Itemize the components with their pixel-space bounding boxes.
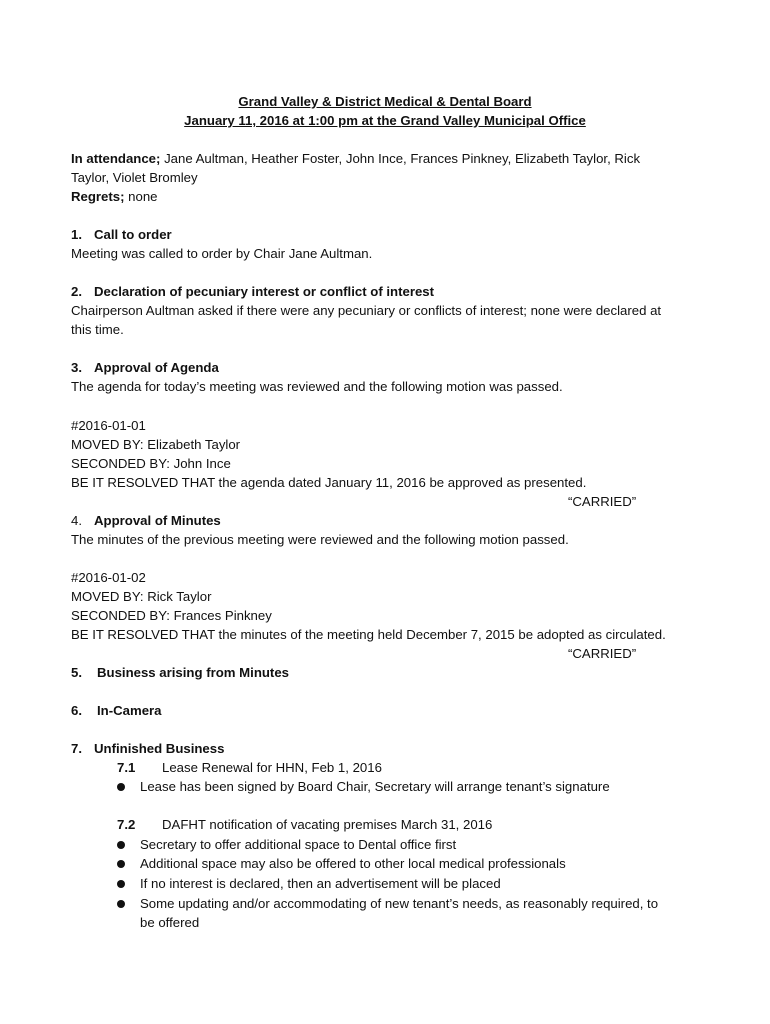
regrets-value: none: [124, 189, 158, 204]
motion-2-id: #2016-01-02: [71, 570, 146, 585]
item-7-2-title: DAFHT notification of vacating premises March 31, 2016: [162, 817, 493, 832]
bullet-icon: [117, 783, 125, 791]
motion-1-moved: MOVED BY: Elizabeth Taylor: [71, 437, 241, 452]
item-7-1-number: 7.1: [117, 760, 136, 775]
motion-2-seconded: SECONDED BY: Frances Pinkney: [71, 608, 272, 623]
motion-2-status: “CARRIED”: [568, 646, 637, 661]
section-7-heading: Unfinished Business: [94, 741, 225, 756]
section-2-text: Chairperson Aultman asked if there were any pecuniary or conflicts of interest; none were declared at: [71, 303, 662, 318]
bullet-icon: [117, 841, 125, 849]
section-6-number: 6.: [71, 703, 82, 718]
item-7-2-bullet-2: Additional space may also be offered to other local medical professionals: [140, 856, 566, 871]
section-5-heading: Business arising from Minutes: [97, 665, 289, 680]
attendance-names: Jane Aultman, Heather Foster, John Ince, Frances Pinkney, Elizabeth Taylor, Rick: [160, 151, 641, 166]
motion-1-status: “CARRIED”: [568, 494, 637, 509]
attendance-names-cont: Taylor, Violet Bromley: [71, 170, 198, 185]
section-2-text-cont: this time.: [71, 322, 124, 337]
section-4-text: The minutes of the previous meeting were reviewed and the following motion passed.: [71, 532, 569, 547]
section-4-heading: Approval of Minutes: [94, 513, 221, 528]
section-7-number: 7.: [71, 741, 82, 756]
section-3-heading: Approval of Agenda: [94, 360, 219, 375]
motion-2-moved: MOVED BY: Rick Taylor: [71, 589, 212, 604]
section-6-heading: In-Camera: [97, 703, 162, 718]
document-title: Grand Valley & District Medical & Dental Board: [238, 94, 532, 109]
item-7-2-bullet-1: Secretary to offer additional space to Dental office first: [140, 837, 457, 852]
attendance-label: In attendance;: [71, 151, 161, 166]
bullet-icon: [117, 860, 125, 868]
section-5-number: 5.: [71, 665, 82, 680]
section-1-heading: Call to order: [94, 227, 172, 242]
section-3-text: The agenda for today’s meeting was reviewed and the following motion was passed.: [71, 379, 563, 394]
item-7-1-bullet-1: Lease has been signed by Board Chair, Secretary will arrange tenant’s signature: [140, 779, 610, 794]
item-7-2-bullet-4: Some updating and/or accommodating of new tenant’s needs, as reasonably required, to: [140, 896, 659, 911]
motion-2-resolution: BE IT RESOLVED THAT the minutes of the meeting held December 7, 2015 be adopted as circulated.: [71, 627, 666, 642]
section-2-number: 2.: [71, 284, 82, 299]
regrets-line: [71, 187, 158, 206]
motion-1-id: #2016-01-01: [71, 418, 146, 433]
attendance-line: [71, 149, 640, 168]
section-1-number: 1.: [71, 227, 82, 242]
bullet-icon: [117, 900, 125, 908]
item-7-2-bullet-4-cont: be offered: [140, 915, 200, 930]
item-7-2-number: 7.2: [117, 817, 136, 832]
section-1-text: Meeting was called to order by Chair Jane Aultman.: [71, 246, 373, 261]
bullet-icon: [117, 880, 125, 888]
section-2-heading: Declaration of pecuniary interest or conflict of interest: [94, 284, 435, 299]
motion-1-resolution: BE IT RESOLVED THAT the agenda dated January 11, 2016 be approved as presented.: [71, 475, 587, 490]
regrets-label: Regrets;: [71, 189, 125, 204]
section-4-number: 4.: [71, 513, 82, 528]
motion-1-seconded: SECONDED BY: John Ince: [71, 456, 231, 471]
item-7-2-bullet-3: If no interest is declared, then an advertisement will be placed: [140, 876, 501, 891]
section-3-number: 3.: [71, 360, 82, 375]
document-subtitle: January 11, 2016 at 1:00 pm at the Grand Valley Municipal Office: [184, 113, 586, 128]
item-7-1-title: Lease Renewal for HHN, Feb 1, 2016: [162, 760, 382, 775]
